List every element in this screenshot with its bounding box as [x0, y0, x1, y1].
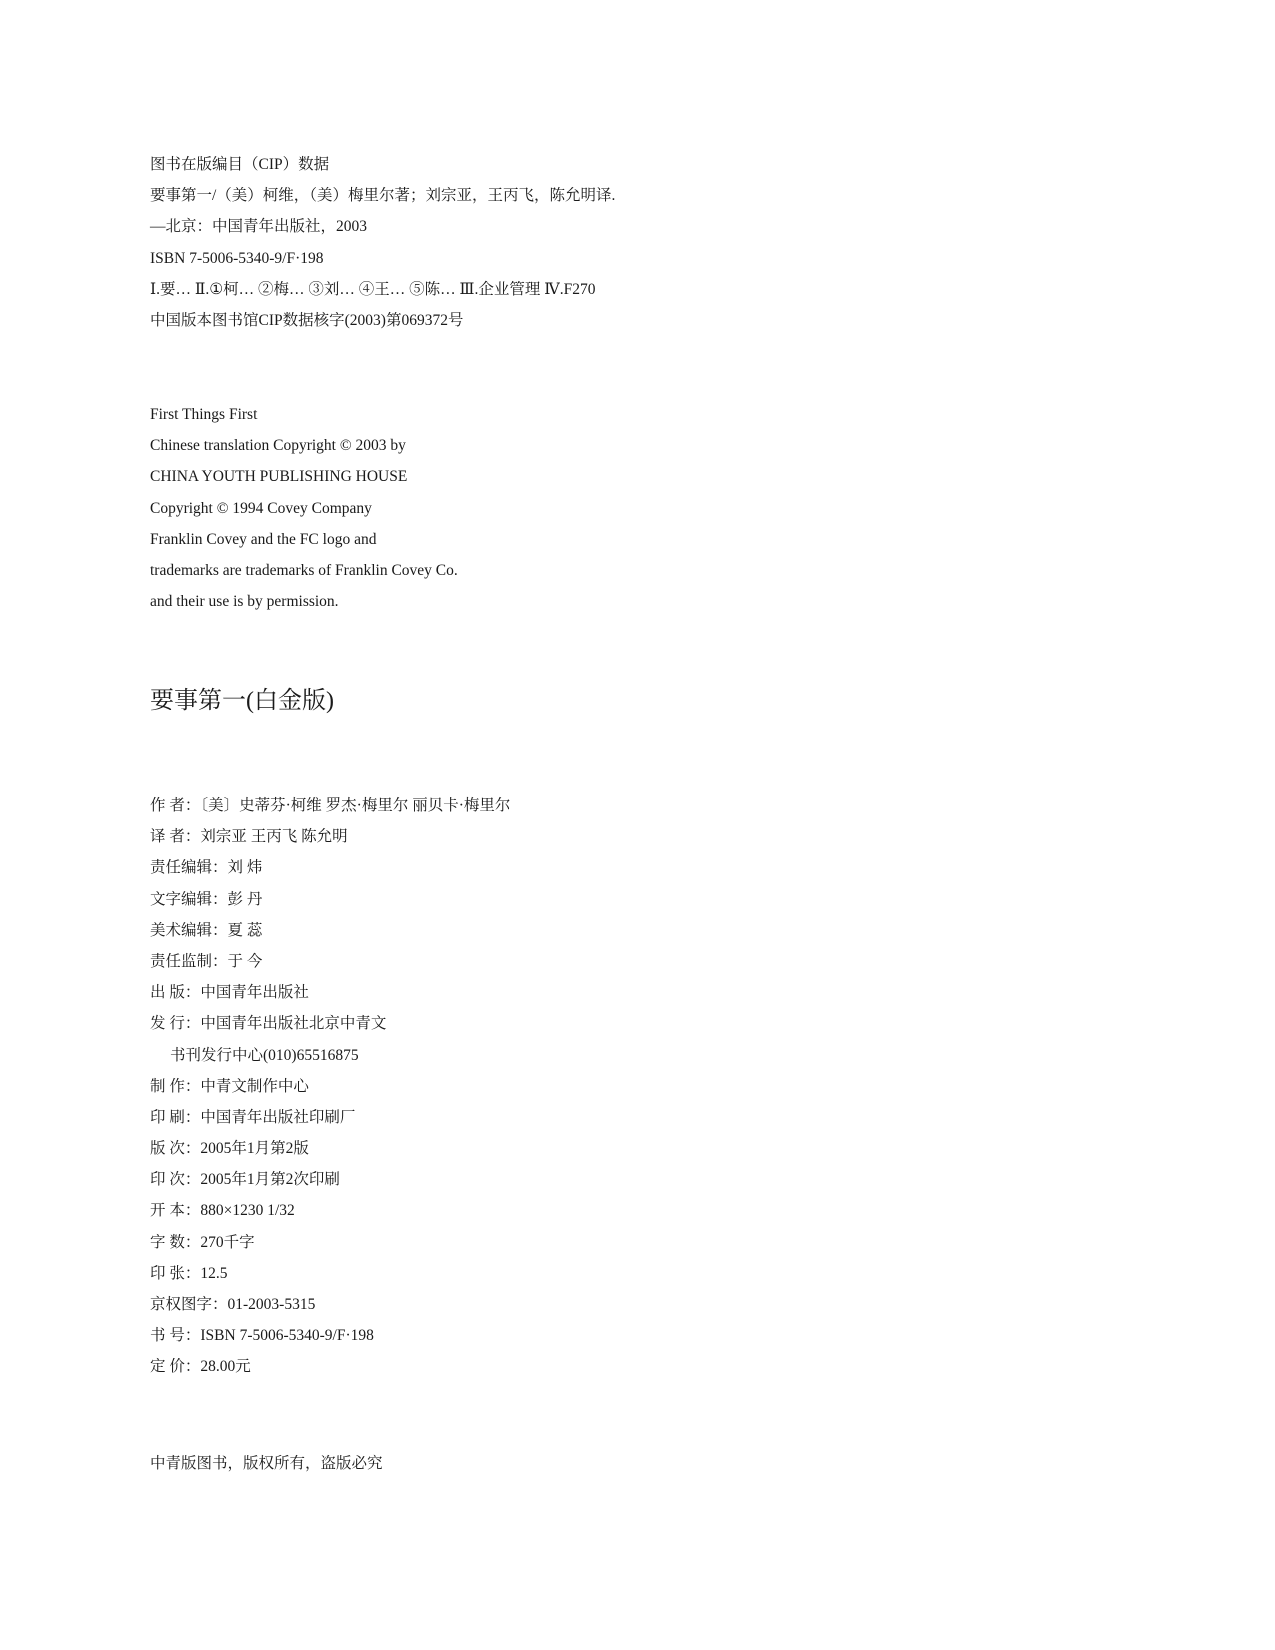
- cip-data-block: [150, 149, 1150, 336]
- copyright-notice-block: [150, 399, 1150, 617]
- original-copyright: Copyright © 1994 Covey Company: [150, 499, 372, 517]
- credit-word-count: 字 数：270千字: [150, 1233, 255, 1251]
- credit-distributor: 发 行：中国青年出版社北京中青文: [150, 1015, 387, 1033]
- trademark-line-3: and their use is by permission.: [150, 593, 339, 611]
- credit-license: 京权图字：01-2003-5315: [150, 1296, 316, 1313]
- cip-subject-line: Ⅰ.要… Ⅱ.①柯… ②梅… ③刘… ④王… ⑤陈… Ⅲ.企业管理 Ⅳ.F270: [150, 280, 596, 298]
- cip-title-line: 要事第一/（美）柯维，（美）梅里尔著；刘宗亚，王丙飞，陈允明译.: [150, 187, 616, 205]
- credits-block: [150, 790, 1150, 1383]
- credit-printer: 印 刷：中国青年出版社印刷厂: [150, 1108, 356, 1126]
- cip-isbn-line: ISBN 7-5006-5340-9/F·198: [150, 249, 324, 267]
- credit-distributor-cont: 书刊发行中心(010)65516875: [170, 1046, 359, 1064]
- original-title: First Things First: [150, 406, 258, 423]
- rights-notice: 中青版图书，版权所有，盗版必究: [150, 1455, 383, 1472]
- credit-isbn: 书 号：ISBN 7-5006-5340-9/F·198: [150, 1327, 374, 1345]
- credit-text-editor: 文字编辑：彭 丹: [150, 890, 263, 908]
- trademark-line-2: trademarks are trademarks of Franklin Covey Co.: [150, 561, 458, 579]
- credit-price: 定 价：28.00元: [150, 1358, 251, 1376]
- credit-publisher: 出 版：中国青年出版社: [150, 984, 309, 1002]
- credit-translator: 译 者：刘宗亚 王丙飞 陈允明: [150, 828, 348, 846]
- credit-printing: 印 次：2005年1月第2次印刷: [150, 1171, 340, 1189]
- credit-responsible-editor: 责任编辑：刘 炜: [150, 859, 263, 877]
- translation-publisher: CHINA YOUTH PUBLISHING HOUSE: [150, 468, 408, 486]
- cip-record-number: 中国版本图书馆CIP数据核字(2003)第069372号: [150, 311, 464, 329]
- credit-sheets: 印 张：12.5: [150, 1264, 228, 1282]
- rights-notice-block: [150, 1448, 1150, 1479]
- credit-production-supervisor: 责任监制：于 今: [150, 952, 263, 970]
- cip-publisher-line: —北京：中国青年出版社，2003: [150, 218, 368, 236]
- book-title: 要事第一(白金版): [150, 688, 334, 714]
- trademark-line-1: Franklin Covey and the FC logo and: [150, 530, 377, 548]
- cip-heading: 图书在版编目（CIP）数据: [150, 156, 330, 173]
- translation-copyright: Chinese translation Copyright © 2003 by: [150, 437, 406, 455]
- credit-edition: 版 次：2005年1月第2版: [150, 1140, 309, 1158]
- credit-producer: 制 作：中青文制作中心: [150, 1077, 309, 1095]
- credit-art-editor: 美术编辑：夏 蕊: [150, 921, 263, 939]
- credit-author: 作 者：〔美〕史蒂芬·柯维 罗杰·梅里尔 丽贝卡·梅里尔: [150, 797, 511, 814]
- credit-format: 开 本：880×1230 1/32: [150, 1202, 295, 1220]
